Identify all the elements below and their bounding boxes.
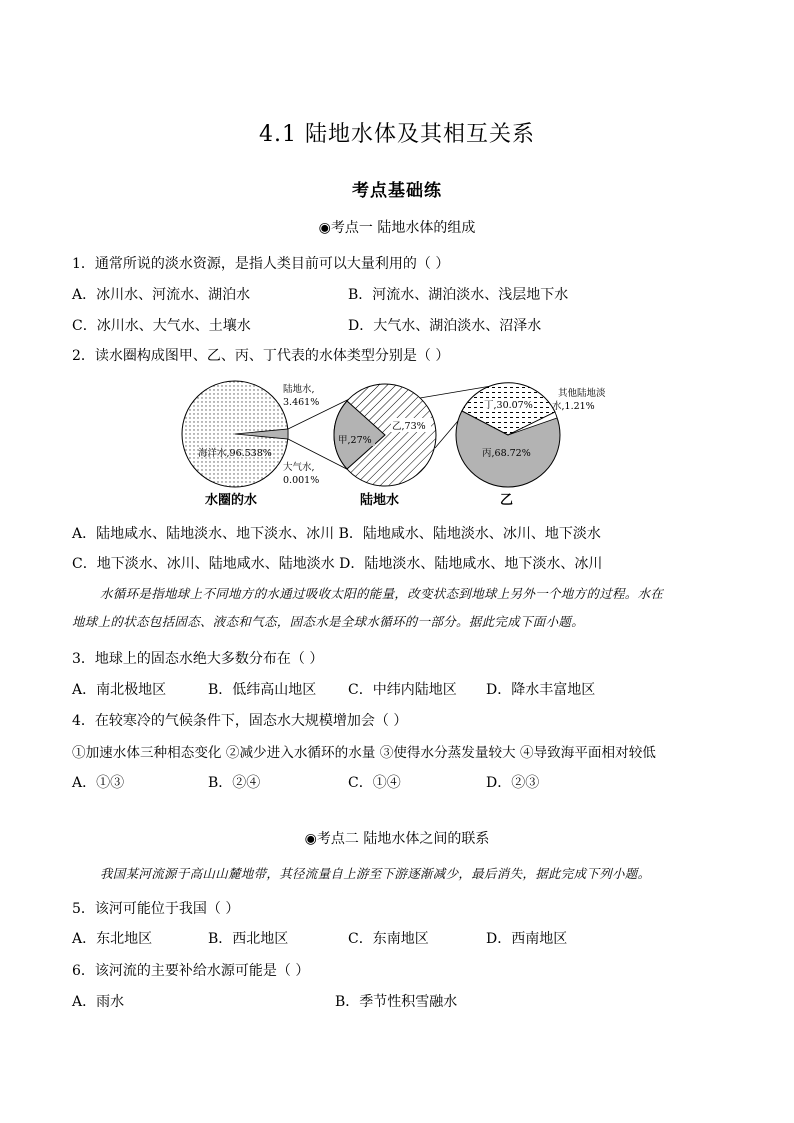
hydrosphere-diagram — [180, 380, 620, 510]
question-2-option-cd — [72, 553, 602, 573]
atmospheric-water-label-2: 0.001% — [283, 475, 320, 486]
question-2-option-a: A．陆地咸水、陆地淡水、地下淡水、冰川 — [72, 526, 335, 542]
question-2-stem: 2．读水圈构成图甲、乙、丙、丁代表的水体类型分别是（ ） — [72, 348, 450, 364]
question-3-option-a: A．南北极地区 — [72, 682, 167, 698]
jia-label: 甲,27% — [338, 435, 372, 446]
passage-1 — [72, 580, 722, 636]
question-3-option-c: C．中纬内陆地区 — [348, 682, 457, 698]
passage-1-line-2: 地球上的状态包括固态、液态和气态，固态水是全球水循环的一部分。据此完成下面小题。 — [72, 614, 585, 629]
question-2-option-ab — [72, 523, 601, 543]
question-4-option-b: B．②④ — [208, 775, 261, 791]
atmospheric-water-label-1: 大气水, — [283, 462, 315, 473]
land-water-label-2: 3.461% — [283, 397, 320, 408]
question-3-option-b: B．低纬高山地区 — [208, 682, 317, 698]
question-5-option-d: D．西南地区 — [486, 931, 568, 947]
page-title: 4.1 陆地水体及其相互关系 — [259, 122, 535, 147]
question-6-option-a: A．雨水 — [72, 994, 125, 1010]
question-6-option-b: B．季节性积雪融水 — [335, 994, 458, 1010]
passage-1-line-1: 水循环是指地球上不同地方的水通过吸收太阳的能量，改变状态到地球上另外一个地方的过程。水在 — [100, 586, 664, 601]
question-5-option-b: B．西北地区 — [208, 931, 289, 947]
question-2-option-d: D．陆地淡水、陆地咸水、地下淡水、冰川 — [339, 556, 603, 572]
land-water-label-1: 陆地水, — [283, 384, 315, 395]
question-5-option-c: C．东南地区 — [348, 931, 429, 947]
question-1-option-c: C．冰川水、大气水、土壤水 — [72, 318, 251, 334]
question-5-option-a: A．东北地区 — [72, 931, 153, 947]
other-freshwater-label-1: 其他陆地淡 — [558, 388, 606, 399]
question-4-option-d: D．②③ — [486, 775, 540, 791]
question-1-option-a: A．冰川水、河流水、湖泊水 — [72, 287, 251, 303]
question-1-option-b: B．河流水、湖泊淡水、浅层地下水 — [348, 287, 569, 303]
circle3-caption: 乙 — [500, 493, 514, 508]
question-4-option-c: C．①④ — [348, 775, 401, 791]
question-2-option-c: C．地下淡水、冰川、陆地咸水、陆地淡水 — [72, 556, 335, 572]
yi-label: 乙,73% — [392, 421, 426, 432]
bing-label: 丙,68.72% — [482, 448, 531, 459]
question-1-stem: 1．通常所说的淡水资源，是指人类目前可以大量利用的（ ） — [72, 256, 450, 272]
question-4-option-a: A．①③ — [72, 775, 125, 791]
circle1-caption: 水圈的水 — [205, 493, 258, 508]
page-subtitle: 考点基础练 — [352, 181, 442, 201]
ding-label: 丁,30.07% — [484, 400, 533, 411]
question-1-option-d: D．大气水、湖泊淡水、沼泽水 — [348, 318, 542, 334]
hydrosphere-figure — [180, 380, 620, 510]
circle2-caption: 陆地水 — [360, 493, 400, 508]
other-freshwater-label-2: 水,1.21% — [552, 401, 595, 412]
question-3-option-d: D．降水丰富地区 — [486, 682, 596, 698]
passage-2: 我国某河流源于高山山麓地带，其径流量自上游至下游逐渐减少，最后消失，据此完成下列小题。 — [100, 866, 651, 881]
question-4-stem: 4．在较寒冷的气候条件下，固态水大规模增加会（ ） — [72, 713, 408, 729]
section-heading-1: ◉考点一 陆地水体的组成 — [318, 220, 476, 236]
question-3-stem: 3．地球上的固态水绝大多数分布在（ ） — [72, 651, 324, 667]
question-4-statements: ①加速水体三种相态变化 ②减少进入水循环的水量 ③使得水分蒸发量较大 ④导致海平面相对较低 — [72, 745, 656, 761]
question-5-stem: 5．该河可能位于我国（ ） — [72, 901, 240, 917]
section-heading-2: ◉考点二 陆地水体之间的联系 — [304, 831, 490, 847]
question-6-stem: 6．该河流的主要补给水源可能是（ ） — [72, 963, 310, 979]
question-2-option-b: B．陆地咸水、陆地淡水、冰川、地下淡水 — [338, 526, 601, 542]
ocean-water-label: 海洋水,96.538% — [198, 448, 272, 459]
